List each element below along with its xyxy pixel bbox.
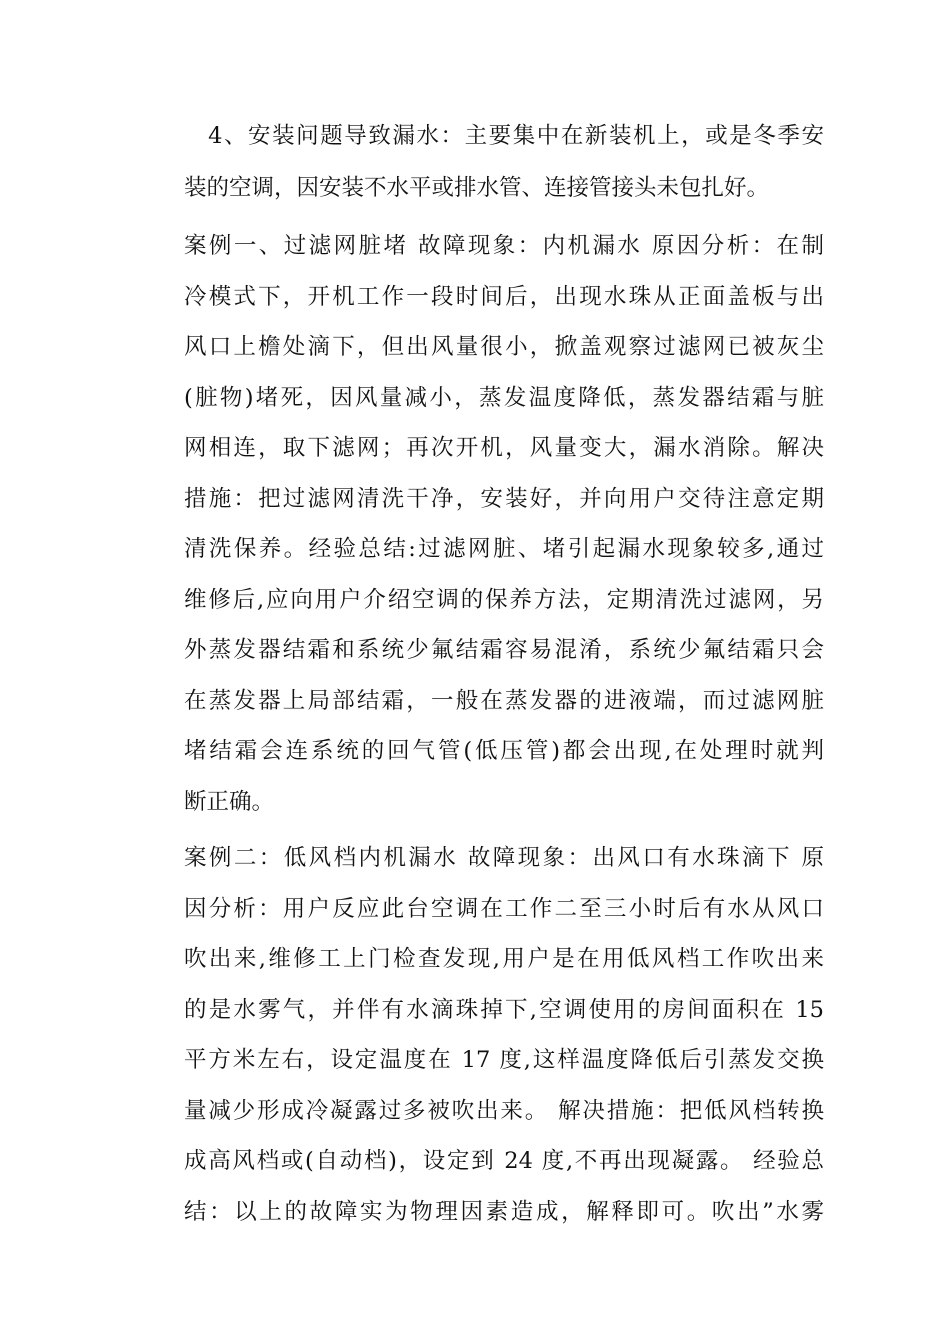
text-line: 措施：把过滤网清洗干净，安装好，并向用户交待注意定期: [184, 485, 824, 512]
text-line: 风口上檐处滴下，但出风量很小，掀盖观察过滤网已被灰尘: [184, 334, 824, 360]
text-line: 装的空调，因安装不水平或排水管、连接管接头未包扎好。: [184, 175, 770, 201]
text-line: (脏物)堵死，因风量减小，蒸发温度降低，蒸发器结霜与脏: [184, 384, 824, 411]
text-line: 案例二：低风档内机漏水 故障现象：出风口有水珠滴下 原: [184, 845, 824, 871]
text-line: 吹出来,维修工上门检查发现,用户是在用低风档工作吹出来: [184, 946, 824, 972]
paragraph-install-leak: [184, 110, 824, 214]
text-line: 案例一、过滤网脏堵 故障现象：内机漏水 原因分析：在制: [184, 233, 824, 259]
text-line: 4、安装问题导致漏水：主要集中在新装机上，或是冬季安: [184, 123, 824, 149]
text-line: 断正确。: [184, 788, 275, 815]
text-line: 的是水雾气，并伴有水滴珠掉下,空调使用的房间面积在 15: [184, 996, 824, 1023]
text-line: 量减少形成冷凝露过多被吹出来。 解决措施：把低风档转换: [184, 1097, 824, 1124]
text-line: 外蒸发器结霜和系统少氟结霜容易混淆，系统少氟结霜只会: [184, 637, 824, 663]
text-line: 在蒸发器上局部结霜，一般在蒸发器的进液端，而过滤网脏: [184, 687, 824, 714]
text-line: 结：以上的故障实为物理因素造成，解释即可。吹出”水雾: [184, 1198, 824, 1225]
text-line: 堵结霜会连系统的回气管(低压管)都会出现,在处理时就判: [184, 738, 824, 764]
text-line: 因分析：用户反应此台空调在工作二至三小时后有水从风口: [184, 895, 824, 922]
paragraph-case-two: [184, 833, 824, 1237]
text-line: 冷模式下，开机工作一段时间后，出现水珠从正面盖板与出: [184, 283, 824, 310]
text-line: 网相连，取下滤网；再次开机，风量变大，漏水消除。解决: [184, 435, 824, 461]
text-line: 维修后,应向用户介绍空调的保养方法，定期清洗过滤网，另: [184, 586, 824, 613]
text-line: 平方米左右，设定温度在 17 度,这样温度降低后引蒸发交换: [184, 1047, 824, 1073]
text-line: 清洗保养。经验总结:过滤网脏、堵引起漏水现象较多,通过: [184, 536, 824, 562]
paragraph-case-one: [184, 221, 824, 827]
text-line: 成高风档或(自动档)，设定到 24 度,不再出现凝露。 经验总: [184, 1148, 824, 1174]
